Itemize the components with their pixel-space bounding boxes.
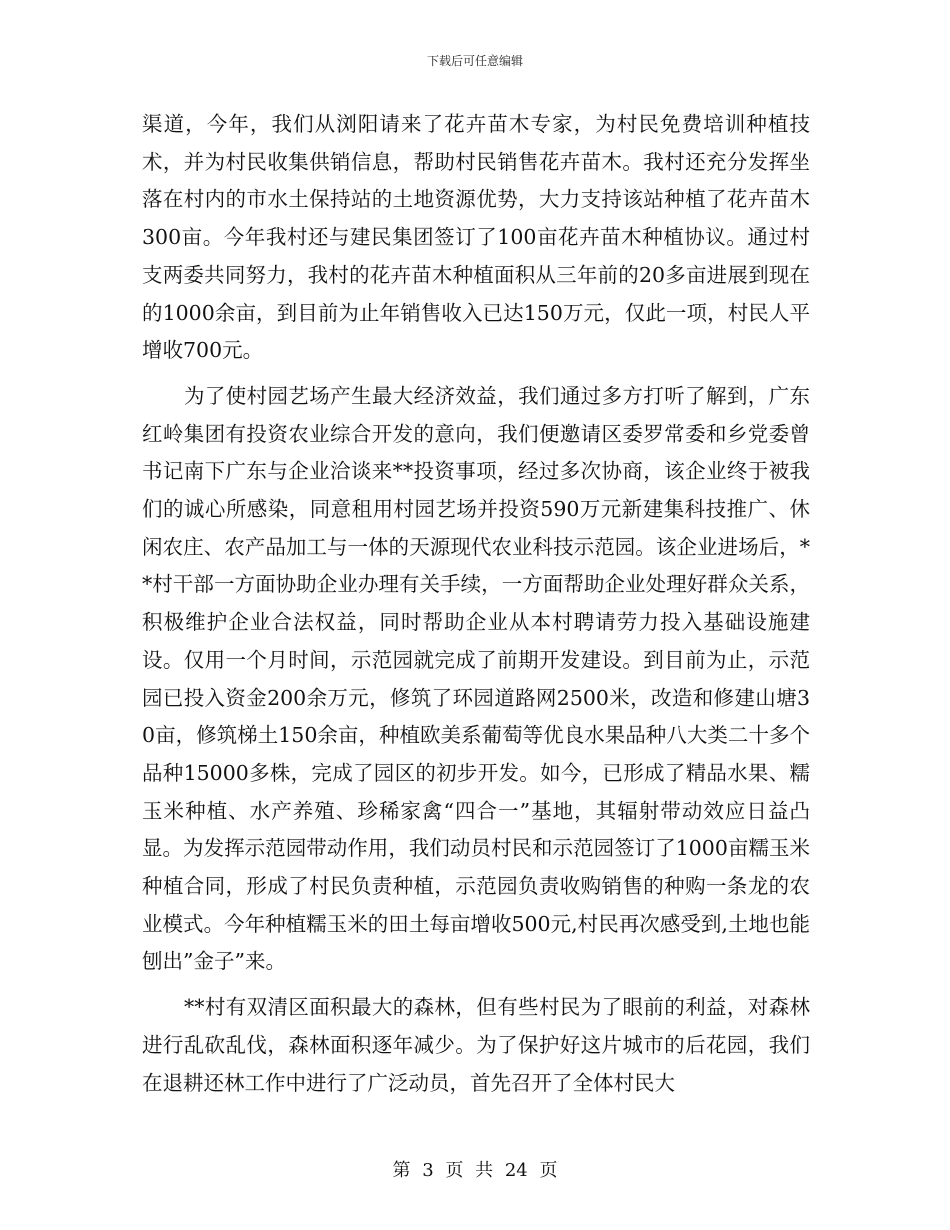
paragraph-forest-protection: **村有双清区面积最大的森林，但有些村民为了眼前的利益，对森林进行乱砍乱伐，森林面积逐年减少。为了保护好这片城市的后花园，我们在退耕还林工作中进行了广泛动员，首先召开了全体村民大 [142, 995, 810, 1095]
page-number-footer: 第 3 页 共 24 页 [392, 1160, 558, 1181]
paragraph-continued: 渠道，今年，我们从浏阳请来了花卉苗木专家，为村民免费培训种植技术，并为村民收集供销信息，帮助村民销售花卉苗木。我村还充分发挥坐落在村内的市水土保持站的土地资源优势，大力支持该站种植了花卉苗木300亩。今年我村还与建民集团签订了100亩花卉苗木种植协议。通过村支两委共同努力，我村的花卉苗木种植面积从三年前的20多亩进展到现在的1000余亩，到目前为止年销售收入已达150万元，仅此一项，村民人平增收700元。 [142, 112, 810, 363]
page-header: 下载后可任意编辑 [426, 54, 523, 68]
paragraph-demonstration-park: 为了使村园艺场产生最大经济效益，我们通过多方打听了解到，广东红岭集团有投资农业综合开发的意向，我们便邀请区委罗常委和乡党委曾书记南下广东与企业洽谈来**投资事项，经过多次协商，该企业终于被我们的诚心所感染，同意租用村园艺场并投资590万元新建集科技推广、休闲农庄、农产品加工与一体的天源现代农业科技示范园。该企业进场后，**村干部一方面协助企业办理有关手续，一方面帮助企业处理好群众关系，积极维护企业合法权益，同时帮助企业从本村聘请劳力投入基础设施建设。仅用一个月时间，示范园就完成了前期开发建设。到目前为止，示范园已投入资金200余万元，修筑了环园道路网2500米，改造和修建山塘30亩，修筑梯土150余亩，种植欧美系葡萄等优良水果品种八大类二十多个品种15000多株，完成了园区的初步开发。如今，已形成了精品水果、糯玉米种植、水产养殖、珍稀家禽“四合一”基地，其辐射带动效应日益凸显。为发挥示范园带动作用，我们动员村民和示范园签订了1000亩糯玉米种植合同，形成了村民负责种植，示范园负责收购销售的种购一条龙的农业模式。今年种植糯玉米的田土每亩增收500元,村民再次感受到,土地也能刨出”金子”来。 [142, 383, 810, 974]
document-body [142, 106, 810, 1102]
